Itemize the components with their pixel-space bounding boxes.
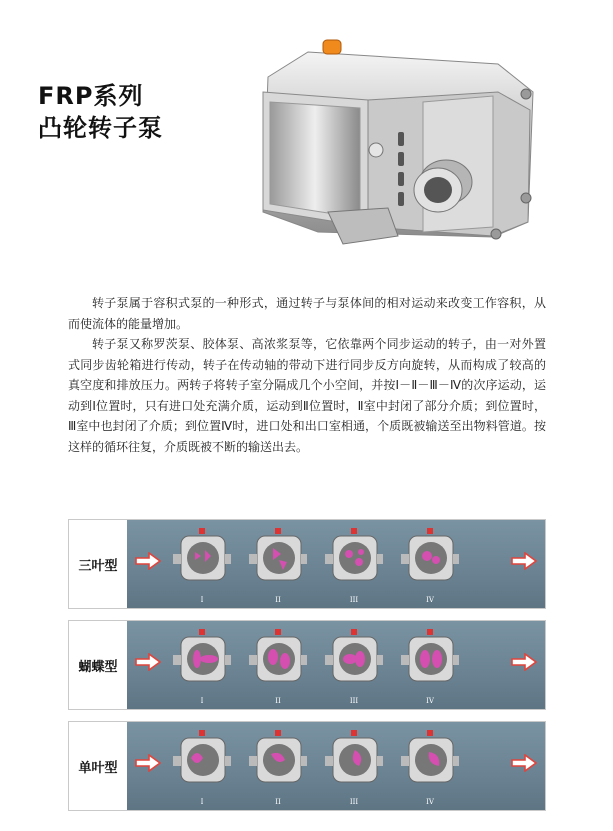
rotor-type-label-box	[69, 520, 128, 608]
inlet-arrow-icon	[135, 552, 161, 570]
pump-unit-icon	[401, 728, 459, 792]
rotor-type-label: 单叶型	[78, 760, 118, 776]
position-label: III	[349, 596, 359, 604]
inlet-arrow-icon	[135, 653, 161, 671]
pump-unit-icon	[249, 728, 307, 792]
pump-unit-icon	[249, 627, 307, 691]
rotor-type-label: 三叶型	[78, 558, 118, 574]
position-label: II	[275, 798, 281, 806]
position-label: II	[275, 596, 281, 604]
position-label: IV	[426, 798, 434, 806]
position-label: II	[275, 697, 281, 705]
position-label: III	[349, 697, 359, 705]
position-label: I	[200, 798, 204, 806]
position-label: I	[200, 697, 204, 705]
paragraph-principle: 转子泵又称罗茨泵、胶体泵、高浓浆泵等，它依靠两个同步运动的转子，由一对外置式同步齿轮箱进行传动，转子在传动轴的带动下进行同步反方向旋转，从而构成了较高的真空度和排放压力。两转子将转子室分隔成几个小空间，并按Ⅰ－Ⅱ－Ⅲ－Ⅳ的次序运动，运动到Ⅰ位置时，只有进口处充满介质，运动到Ⅱ位置时，Ⅱ室中封闭了部分介质；到位置时，Ⅲ室中也封闭了介质；到位置Ⅳ时，进口处和出口室相通，个质既被输送至出物料管道。按这样的循环往复，介质既被不断的输送出去。	[68, 337, 546, 454]
inlet-arrow-icon	[135, 754, 161, 772]
outlet-arrow-icon	[511, 653, 537, 671]
rotor-type-label-box	[69, 722, 128, 810]
pump-unit-icon	[173, 627, 231, 691]
pump-unit-icon	[325, 627, 383, 691]
title-line-1: FRP系列	[38, 82, 144, 110]
position-label: I	[200, 596, 204, 604]
pump-unit-icon	[401, 526, 459, 590]
rotor-type-label-box	[69, 621, 128, 709]
rotor-type-label: 蝴蝶型	[78, 659, 118, 675]
outlet-arrow-icon	[511, 754, 537, 772]
pump-unit-icon	[173, 526, 231, 590]
pump-unit-icon	[401, 627, 459, 691]
position-label: IV	[426, 697, 434, 705]
rotor-panel-single-lobe	[68, 721, 546, 811]
pump-product-photo	[248, 22, 548, 258]
page-title	[38, 80, 163, 144]
rotor-stage	[127, 520, 545, 608]
description-text	[68, 293, 546, 457]
rotor-panel-butterfly	[68, 620, 546, 710]
title-line-2: 凸轮转子泵	[38, 114, 163, 142]
rotor-panel-three-lobe	[68, 519, 546, 609]
pump-unit-icon	[249, 526, 307, 590]
position-label: IV	[426, 596, 434, 604]
pump-unit-icon	[325, 526, 383, 590]
paragraph-intro: 转子泵属于容积式泵的一种形式，通过转子与泵体间的相对运动来改变工作容积，从而使流体的能量增加。	[68, 296, 546, 331]
rotor-stage	[127, 722, 545, 810]
rotor-stage	[127, 621, 545, 709]
pump-unit-icon	[325, 728, 383, 792]
outlet-arrow-icon	[511, 552, 537, 570]
pump-unit-icon	[173, 728, 231, 792]
position-label: III	[349, 798, 359, 806]
